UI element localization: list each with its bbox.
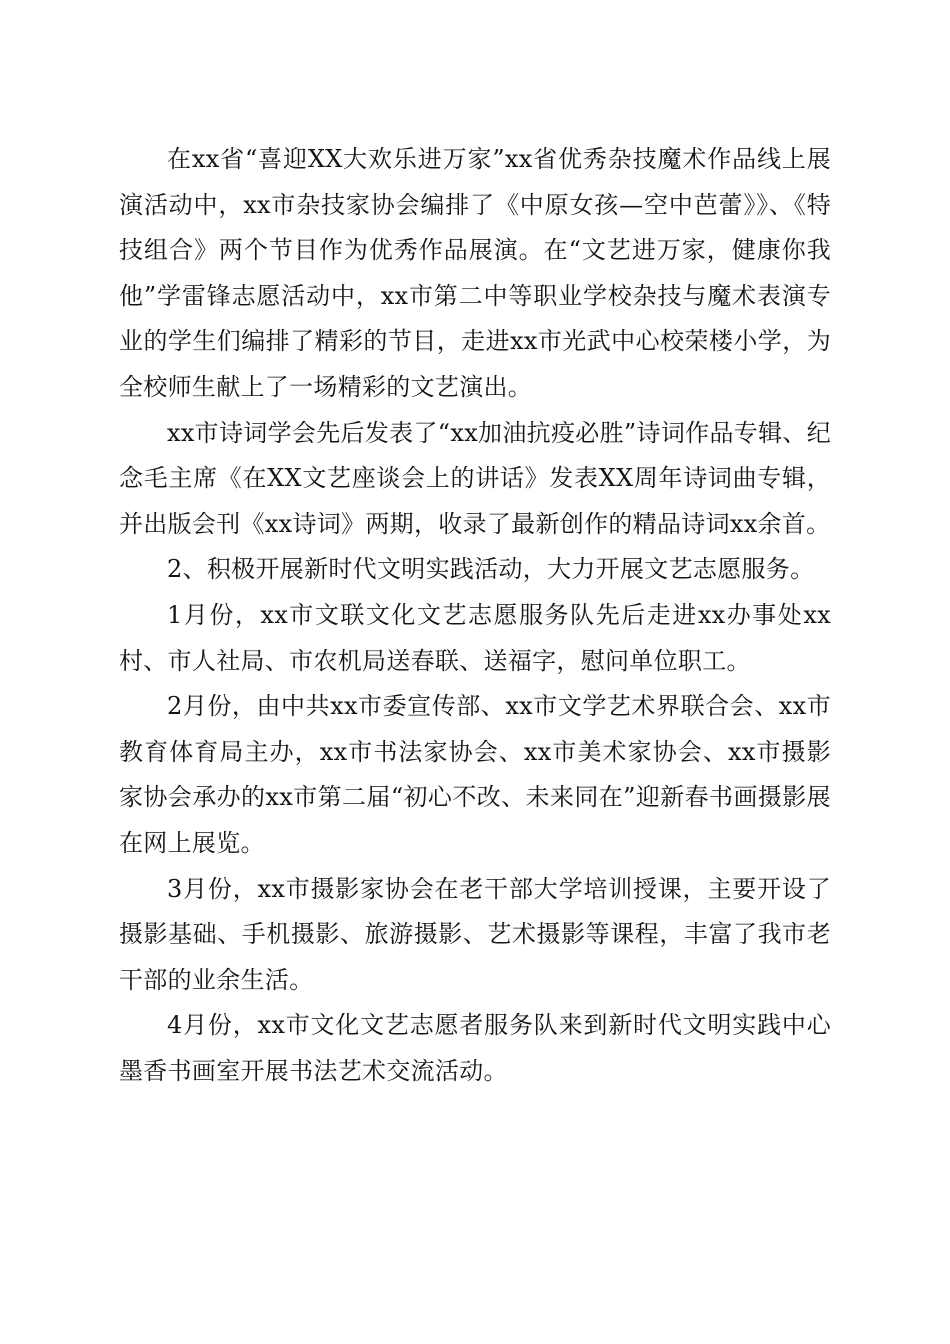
paragraph-poetry-society: xx市诗词学会先后发表了“xx加油抗疫必胜”诗词作品专辑、纪念毛主席《在XX文艺座谈会上的讲话》发表XX周年诗词曲专辑，并出版会刊《xx诗词》两期，收录了最新创作的精品诗词xx余首。	[119, 418, 831, 538]
paragraph-march: 3月份，xx市摄影家协会在老干部大学培训授课，主要开设了摄影基础、手机摄影、旅游摄影、艺术摄影等课程，丰富了我市老干部的业余生活。	[119, 874, 831, 994]
paragraph-april: 4月份，xx市文化文艺志愿者服务队来到新时代文明实践中心墨香书画室开展书法艺术交流活动。	[119, 1011, 831, 1085]
paragraph-section-heading: 2、积极开展新时代文明实践活动，大力开展文艺志愿服务。	[167, 555, 815, 584]
paragraph-acrobatics-showcase: 在xx省“喜迎XX大欢乐进万家”xx省优秀杂技魔术作品线上展演活动中，xx市杂技家协会编排了《中原女孩—空中芭蕾》》、《特技组合》两个节目作为优秀作品展演。在“文艺进万家，健康你我他”学雷锋志愿活动中，xx市第二中等职业学校杂技与魔术表演专业的学生们编排了精彩的节目，走进xx市光武中心校荣楼小学，为全校师生献上了一场精彩的文艺演出。	[119, 145, 831, 401]
document-body	[119, 137, 831, 1094]
paragraph-january: 1月份，xx市文联文化文艺志愿服务队先后走进xx办事处xx村、市人社局、市农机局送春联、送福字，慰问单位职工。	[119, 600, 831, 675]
paragraph-february: 2月份，由中共xx市委宣传部、xx市文学艺术界联合会、xx市教育体育局主办，xx市书法家协会、xx市美术家协会、xx市摄影家协会承办的xx市第二届“初心不改、未来同在”迎新春书画摄影展在网上展览。	[119, 692, 831, 857]
